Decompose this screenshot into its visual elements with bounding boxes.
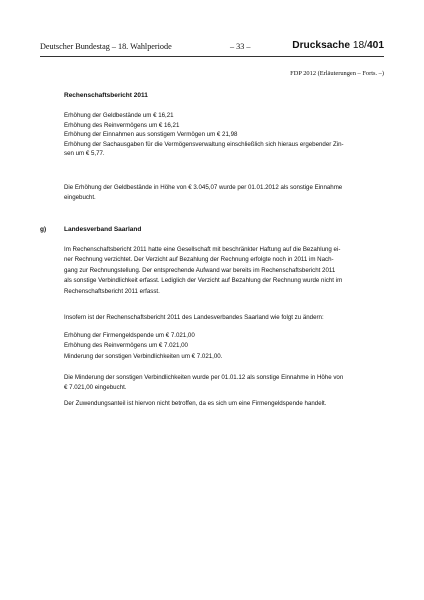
paragraph-line: eingebucht. [64,194,96,201]
paragraph-line: Die Erhöhung der Geldbestände in Höhe von € 3.045,07 wurde per 01.01.2012 als sonstige Einnahme [64,184,343,191]
saarland-paragraph-3 [64,374,378,392]
document-number [292,40,384,51]
paragraph-line: Die Minderung der sonstigen Verbindlichkeiten wurde per 01.01.12 als sonstige Einnahme in Höhe von [64,374,344,381]
rb2011-items [64,112,378,159]
saarland-paragraph-1 [64,246,378,296]
list-item: Erhöhung der Sachausgaben für die Vermögensverwaltung einschließlich sich hieraus ergebender Zin- [64,140,344,148]
rb2011-note [64,184,378,202]
list-item: Erhöhung des Reinvermögens um € 7.021,00 [64,342,188,350]
list-item: Erhöhung des Reinvermögens um € 16,21 [64,121,180,129]
section-title-rechenschaftsbericht: Rechenschaftsbericht 2011 [64,92,148,99]
page-number: – 33 – [230,42,251,51]
header-publication: Deutscher Bundestag – 18. Wahlperiode [40,42,172,51]
list-item: Minderung der sonstigen Verbindlichkeiten um € 7.021,00. [64,352,223,360]
list-item: Erhöhung der Geldbestände um € 16,21 [64,112,174,119]
paragraph-line: ner Rechnung verzichtet. Der Verzicht auf Bezahlung der Rechnung erfolgte noch in 2011 im Nach- [64,256,334,264]
saarland-paragraph-2: Insofern ist der Rechenschaftsbericht 2011 des Landesverbandes Saarland wie folgt zu ändern: [64,314,324,321]
paragraph-line: Rechenschaftsbericht 2011 erfasst. [64,287,160,295]
saarland-paragraph-4: Der Zuwendungsanteil ist hiervon nicht betroffen, da es sich um eine Firmengeldspende handelt. [64,400,327,407]
doc-num-suffix: 401 [367,40,384,51]
header-rule [40,56,384,57]
paragraph-line: als sonstige Verbindlichkeit erfasst. Lediglich der Verzicht auf Bezahlung der Rechnung wurde nicht im [64,277,343,285]
section-label: g) [40,226,47,233]
list-item: Erhöhung der Firmengeldspende um € 7.021,00 [64,332,195,339]
continuation-note: FDP 2012 (Erläuterungen – Forts. –) [290,70,384,77]
paragraph-line: gang zur Rechnungstellung. Der entsprechende Aufwand war bereits im Rechenschaftsbericht 2011 [64,266,336,274]
section-title-saarland: Landesverband Saarland [64,226,142,233]
page-header [40,40,384,54]
list-item: Erhöhung der Einnahmen aus sonstigem Vermögen um € 21,98 [64,131,238,139]
paragraph-line: Im Rechenschaftsbericht 2011 hatte eine Gesellschaft mit beschränkter Haftung auf die Bezahlung ei- [64,246,341,253]
doc-label: Drucksache [292,40,350,51]
doc-num-prefix: 18/ [352,40,367,51]
paragraph-line: € 7.021,00 eingebucht. [64,384,127,391]
saarland-items [64,332,378,361]
list-item: sen um € 5,77. [64,150,105,158]
